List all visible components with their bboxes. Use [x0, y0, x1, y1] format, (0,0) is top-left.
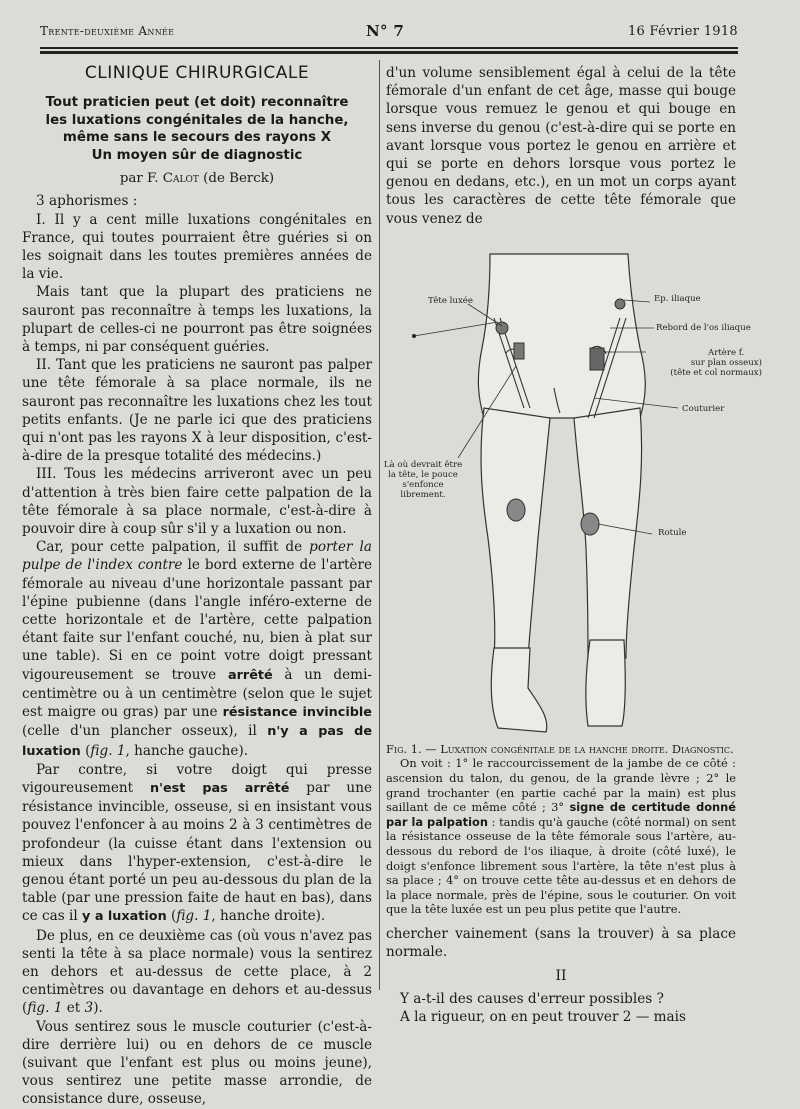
- paragraph: Y a-t-il des causes d'erreur possibles ?: [400, 990, 664, 1007]
- paragraph-continued: chercher vainement (sans la trouver) à sa place normale.: [386, 925, 736, 961]
- right-column: [383, 64, 762, 1026]
- volume-label: Trente-deuxième Année: [40, 24, 175, 38]
- anatomical-figure: [378, 248, 768, 738]
- figure-caption: [386, 742, 736, 917]
- header-rule: [40, 47, 738, 49]
- label-rebord: Rebord de l'os iliaque: [656, 322, 751, 333]
- caption-head: Fig. 1. — Luxation congénitale de la hanche droite. Diagnostic.: [386, 741, 734, 756]
- header-rule-thick: [40, 51, 738, 54]
- paragraph-continued: d'un volume sensiblement égal à celui de la tête fémorale d'un enfant de cet âge, masse qui bouge lorsque vous remuez le genou et qui bouge en sens inverse du genou (c'est-à-dire qui se porte en avant lorsque vous portez le genou en arrière et qui se porte en dehors lorsque vous portez le genou en dedans, etc.), en un mot un corps ayant tous les caractères de cette tête fémorale que vous venez de: [386, 65, 736, 227]
- subtitle-line: Un moyen sûr de diagnostic: [91, 147, 303, 163]
- running-head: [40, 22, 738, 42]
- issue-number: N° 7: [366, 22, 405, 40]
- label-ep-iliaque: Ep. iliaque: [654, 293, 701, 304]
- label-artere: [708, 348, 744, 358]
- paragraph: Vous sentirez sous le muscle couturier (c'est-à-dire derrière lui) ou en dehors de ce muscle (suivant que l'enfant est plus ou moins jeune), vous sentirez une petite masse arrondie, de consistance dure, osseuse,: [22, 1018, 372, 1108]
- paragraph-intro: 3 aphorismes :: [36, 193, 138, 210]
- paragraph: Car, pour cette palpation, il suffit de porter la pulpe de l'index contre le bord externe de l'artère fémorale au niveau d'une horizontale passant par l'épine pubienne (dans l'angle inféro-externe de cette horizontale et de l'artère, cette palpation étant faite sur l'enfant couché, nu, bien à plat sur une table). Si en ce point votre doigt pressant vigoureusement se trouve arrêté à un demi-centimètre ou à un centimètre (selon que le sujet est maigre ou gras) par une résistance invincible (celle d'un plancher osseux), il n'y a pas de luxation (fig. 1, hanche gauche).: [22, 539, 373, 759]
- label-la-ou-line: s'enfonce librement.: [400, 479, 446, 500]
- left-column: [22, 62, 372, 1109]
- label-couturier: Couturier: [682, 403, 725, 414]
- paragraph: I. Il y a cent mille luxations congénitales en France, qui toutes pourraient être guéries si on les soignait dans les toutes premières années de la vie.: [22, 211, 372, 283]
- paragraph: Mais tant que la plupart des praticiens ne sauront pas reconnaître à temps les luxations, la plupart de celles-ci ne pourront pas être soignées à temps, ni par conséquent guéries.: [22, 284, 372, 356]
- paragraph: A la rigueur, on en peut trouver 2 — mais: [400, 1008, 686, 1025]
- subtitle-line: les luxations congénitales de la hanche,: [45, 112, 349, 128]
- paragraph: Par contre, si votre doigt qui presse vigoureusement n'est pas arrêté par une résistance invincible, osseuse, si en insistant vous pouvez l'enfoncer à au moins 2 à 3 centimètres de profondeur (la cuisse étant dans l'extension ou mieux dans l'hyper-extension, c'est-à-dire le genou étant porté un peu au-dessous du plan de la table (par une pression faite de haut en bas), dans ce cas il y a luxation (fig. 1, hanche droite).: [22, 761, 372, 925]
- subtitle-line: Tout praticien peut (et doit) reconnaître: [45, 95, 349, 111]
- paragraph: III. Tous les médecins arriveront avec un peu d'attention à très bien faire cette palpation de la tête fémorale à sa place normale, c'est-à-dire à pouvoir dire à coup sûr s'il y a luxation ou non.: [22, 466, 372, 538]
- label-artere-line: (tête et col normaux): [670, 367, 762, 378]
- label-rotule: Rotule: [658, 527, 687, 538]
- author-prefix: par F.: [119, 171, 163, 187]
- paragraph: II. Tant que les praticiens ne sauront pas palper une tête fémorale à sa place normale, ils ne sauront pas reconnaître les luxations chez les tout petits enfants. (Je ne parle ici que des praticiens qui n'ont pas les rayons X à leur disposition, c'est-à-dire de la presque totalité des médecins.): [22, 357, 372, 465]
- issue-date: 16 Février 1918: [627, 24, 738, 39]
- label-la-ou-line: la tête, le pouce: [388, 469, 458, 480]
- author-name: Calot: [162, 171, 199, 187]
- label-artere-line: sur plan osseux): [690, 357, 762, 368]
- article-subtitle: [22, 94, 372, 164]
- subtitle-line: même sans le secours des rayons X: [62, 130, 332, 146]
- label-tete-luxee: Tête luxée: [428, 295, 473, 306]
- paragraph: De plus, en ce deuxième cas (où vous n'avez pas senti la tête à sa place normale) vous la sentirez en dehors et au-dessus de cette place, à 2 centimètres ou davantage en dehors et au-dessus (fig. 1 et 3).: [22, 927, 372, 1017]
- label-artere-line: Artère f.: [708, 347, 745, 358]
- author-suffix: (de Berck): [198, 171, 275, 187]
- author-byline: [22, 170, 372, 188]
- label-artere-sub: [666, 358, 762, 378]
- section-title: CLINIQUE CHIRURGICALE: [84, 63, 310, 83]
- label-la-ou-line: Là où devrait être: [383, 459, 463, 470]
- label-la-ou: [380, 460, 466, 500]
- section-number: II: [555, 968, 567, 985]
- caption-body: On voit : 1° le raccourcissement de la jambe de ce côté : ascension du talon, du genou, de la grande lèvre ; 2° le grand trochanter (en partie caché par la main) est plus saillant de ce même côté ; 3° signe de certitude donné par la palpation : tandis qu'à gauche (côté normal) on sent la résistance osseuse de la tête fémorale sous l'artère, au-dessous du rebord de l'os iliaque, à droite (côté luxé), le doigt s'enfonce librement sous l'artère, la tête n'est plus à sa place ; 4° on trouve cette tête au-dessus et en dehors de la place normale, près de l'épine, sous le couturier. On voit que la tête luxée est un peu plus petite que l'autre.: [386, 756, 736, 917]
